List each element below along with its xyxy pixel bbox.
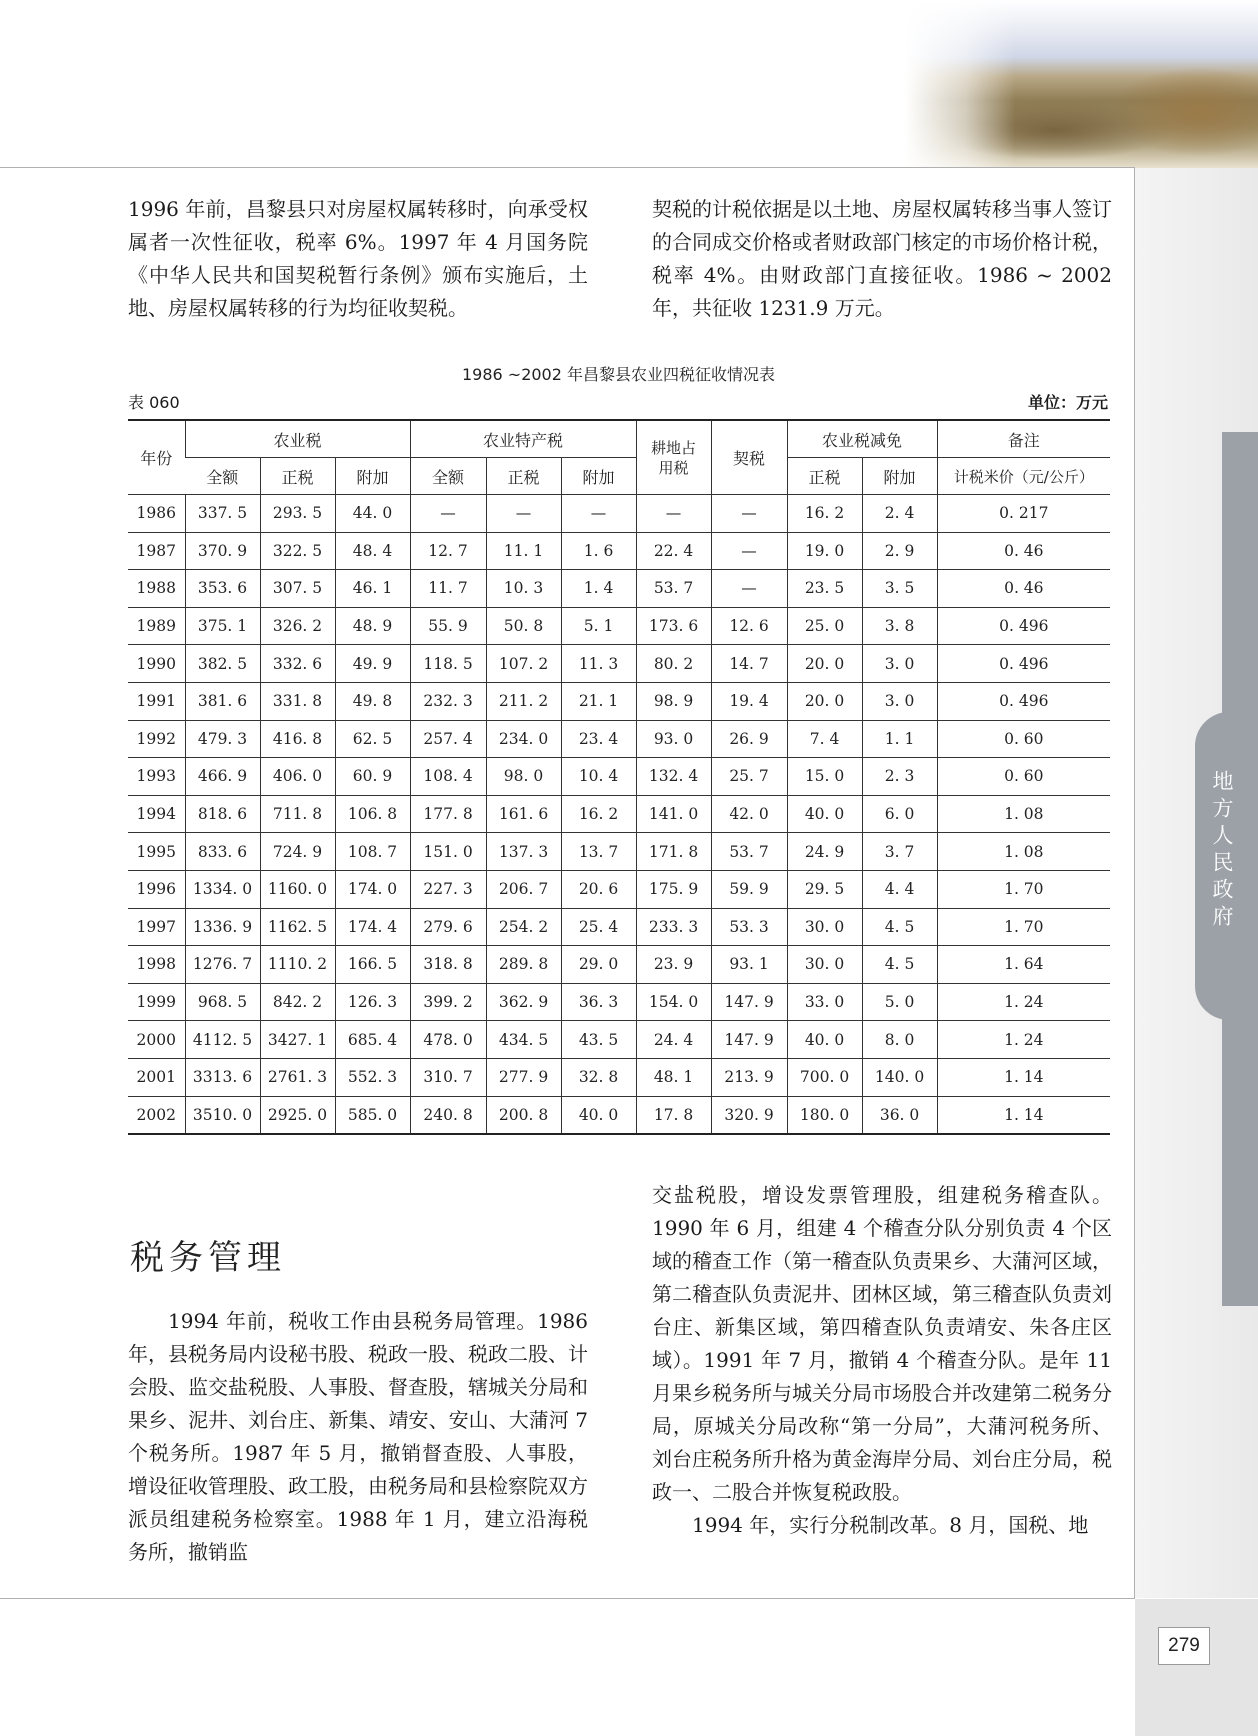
section-left-column	[128, 1305, 588, 1569]
value-cell: 12. 6	[711, 607, 787, 645]
value-cell: 17. 8	[636, 1096, 711, 1134]
value-cell: 1. 4	[561, 570, 636, 608]
header-landscape-photo	[905, 0, 1258, 168]
value-cell: 98. 9	[636, 682, 711, 720]
value-cell: —	[486, 495, 561, 533]
value-cell: 1110. 2	[260, 946, 335, 984]
value-cell: 13. 7	[561, 833, 636, 871]
value-cell: 5. 1	[561, 607, 636, 645]
value-cell: 1. 14	[937, 1096, 1110, 1134]
value-cell: 0. 60	[937, 720, 1110, 758]
value-cell: 4. 5	[862, 908, 937, 946]
year-cell: 1988	[128, 570, 185, 608]
value-cell: 3427. 1	[260, 1021, 335, 1059]
value-cell: 132. 4	[636, 758, 711, 796]
value-cell: 36. 0	[862, 1096, 937, 1134]
value-cell: 20. 0	[787, 645, 862, 683]
value-cell: 6. 0	[862, 795, 937, 833]
value-cell: 50. 8	[486, 607, 561, 645]
value-cell: 24. 9	[787, 833, 862, 871]
value-cell: 279. 6	[410, 908, 486, 946]
header-land-tax	[636, 420, 711, 495]
header-special-total: 全额	[410, 458, 486, 495]
value-cell: 1. 08	[937, 795, 1110, 833]
value-cell: 1. 08	[937, 833, 1110, 871]
value-cell: 20. 6	[561, 870, 636, 908]
value-cell: 141. 0	[636, 795, 711, 833]
value-cell: 724. 9	[260, 833, 335, 871]
section-left-paragraph: 1994 年前，税收工作由县税务局管理。1986 年，县税务局内设秘书股、税政一股、税政二股、计会股、监交盐税股、人事股、督查股，辖城关分局和果乡、泥井、刘台庄、新集、靖安、安山、大蒲河 7 个税务所。1987 年 5 月，撤销督查股、人事股，增设征收管理股、政工股，由税务局和县检察院双方派员组建税务检察室。1988 年 1 月，建立沿海税务所，撤销监	[128, 1309, 588, 1564]
year-cell: 1989	[128, 607, 185, 645]
value-cell: 3. 0	[862, 682, 937, 720]
header-relief-surcharge: 附加	[862, 458, 937, 495]
value-cell: 2761. 3	[260, 1058, 335, 1096]
margin-divider	[1134, 168, 1135, 1599]
value-cell: 55. 9	[410, 607, 486, 645]
value-cell: 175. 9	[636, 870, 711, 908]
value-cell: 234. 0	[486, 720, 561, 758]
value-cell: 381. 6	[185, 682, 260, 720]
value-cell: 16. 2	[787, 495, 862, 533]
value-cell: 107. 2	[486, 645, 561, 683]
value-cell: 53. 3	[711, 908, 787, 946]
intro-left-column	[128, 193, 588, 325]
value-cell: 25. 4	[561, 908, 636, 946]
value-cell: 206. 7	[486, 870, 561, 908]
value-cell: 22. 4	[636, 532, 711, 570]
header-year: 年份	[128, 420, 185, 495]
value-cell: 2925. 0	[260, 1096, 335, 1134]
value-cell: 293. 5	[260, 495, 335, 533]
value-cell: 147. 9	[711, 983, 787, 1021]
value-cell: 15. 0	[787, 758, 862, 796]
value-cell: 29. 0	[561, 946, 636, 984]
value-cell: —	[711, 532, 787, 570]
table-row	[128, 1096, 1110, 1134]
value-cell: 161. 6	[486, 795, 561, 833]
table-id: 表 060	[128, 393, 180, 412]
value-cell: 25. 0	[787, 607, 862, 645]
year-cell: 1998	[128, 946, 185, 984]
value-cell: 3. 0	[862, 645, 937, 683]
table-row	[128, 758, 1110, 796]
value-cell: 62. 5	[335, 720, 410, 758]
year-cell: 2001	[128, 1058, 185, 1096]
intro-right-paragraph: 契税的计税依据是以土地、房屋权属转移当事人签订的合同成交价格或者财政部门核定的市场价格计税，税率 4%。由财政部门直接征收。1986 ~ 2002 年，共征收 1231.9 万元。	[652, 197, 1112, 320]
value-cell: 818. 6	[185, 795, 260, 833]
value-cell: 434. 5	[486, 1021, 561, 1059]
tax-table	[128, 419, 1110, 1135]
value-cell: 23. 4	[561, 720, 636, 758]
year-cell: 1997	[128, 908, 185, 946]
value-cell: —	[711, 570, 787, 608]
year-cell: 1987	[128, 532, 185, 570]
value-cell: 233. 3	[636, 908, 711, 946]
footer-rule	[0, 1598, 1135, 1599]
value-cell: 1. 64	[937, 946, 1110, 984]
year-cell: 1993	[128, 758, 185, 796]
value-cell: 40. 0	[787, 1021, 862, 1059]
value-cell: 332. 6	[260, 645, 335, 683]
value-cell: 137. 3	[486, 833, 561, 871]
value-cell: 29. 5	[787, 870, 862, 908]
table-unit: 单位：万元	[1027, 393, 1108, 412]
value-cell: 382. 5	[185, 645, 260, 683]
value-cell: 177. 8	[410, 795, 486, 833]
value-cell: 1. 6	[561, 532, 636, 570]
section-right-paragraph-2: 1994 年，实行分税制改革。8 月，国税、地	[692, 1513, 1089, 1537]
value-cell: 20. 0	[787, 682, 862, 720]
page-number: 279	[1158, 1627, 1210, 1665]
value-cell: 2. 9	[862, 532, 937, 570]
intro-right-column	[652, 193, 1112, 325]
value-cell: 23. 9	[636, 946, 711, 984]
value-cell: 19. 4	[711, 682, 787, 720]
value-cell: 10. 4	[561, 758, 636, 796]
value-cell: 213. 9	[711, 1058, 787, 1096]
value-cell: 48. 4	[335, 532, 410, 570]
value-cell: 968. 5	[185, 983, 260, 1021]
value-cell: 2. 3	[862, 758, 937, 796]
value-cell: 331. 8	[260, 682, 335, 720]
year-cell: 2002	[128, 1096, 185, 1134]
value-cell: 1162. 5	[260, 908, 335, 946]
value-cell: 33. 0	[787, 983, 862, 1021]
value-cell: 353. 6	[185, 570, 260, 608]
value-cell: 21. 1	[561, 682, 636, 720]
value-cell: 108. 7	[335, 833, 410, 871]
table-row	[128, 908, 1110, 946]
table-row	[128, 532, 1110, 570]
value-cell: 93. 1	[711, 946, 787, 984]
header-agri-total: 全额	[185, 458, 260, 495]
table-row	[128, 833, 1110, 871]
value-cell: 32. 8	[561, 1058, 636, 1096]
value-cell: 318. 8	[410, 946, 486, 984]
value-cell: 240. 8	[410, 1096, 486, 1134]
table-row	[128, 946, 1110, 984]
value-cell: 307. 5	[260, 570, 335, 608]
value-cell: 5. 0	[862, 983, 937, 1021]
value-cell: —	[561, 495, 636, 533]
value-cell: 362. 9	[486, 983, 561, 1021]
value-cell: 43. 5	[561, 1021, 636, 1059]
value-cell: 552. 3	[335, 1058, 410, 1096]
table-row	[128, 720, 1110, 758]
value-cell: 126. 3	[335, 983, 410, 1021]
value-cell: 49. 8	[335, 682, 410, 720]
value-cell: 16. 2	[561, 795, 636, 833]
value-cell: 254. 2	[486, 908, 561, 946]
value-cell: 0. 60	[937, 758, 1110, 796]
header-special-surcharge: 附加	[561, 458, 636, 495]
value-cell: 375. 1	[185, 607, 260, 645]
table-row	[128, 645, 1110, 683]
value-cell: 171. 8	[636, 833, 711, 871]
value-cell: 0. 496	[937, 645, 1110, 683]
value-cell: 7. 4	[787, 720, 862, 758]
value-cell: —	[410, 495, 486, 533]
header-relief: 农业税减免	[787, 420, 937, 458]
value-cell: 46. 1	[335, 570, 410, 608]
value-cell: 3510. 0	[185, 1096, 260, 1134]
year-cell: 1986	[128, 495, 185, 533]
value-cell: 166. 5	[335, 946, 410, 984]
value-cell: 1334. 0	[185, 870, 260, 908]
value-cell: 277. 9	[486, 1058, 561, 1096]
value-cell: 118. 5	[410, 645, 486, 683]
value-cell: 106. 8	[335, 795, 410, 833]
value-cell: 93. 0	[636, 720, 711, 758]
value-cell: 0. 496	[937, 607, 1110, 645]
header-land-tax-label: 耕地占用税	[651, 438, 697, 477]
value-cell: 478. 0	[410, 1021, 486, 1059]
value-cell: 2. 4	[862, 495, 937, 533]
value-cell: 585. 0	[335, 1096, 410, 1134]
value-cell: 147. 9	[711, 1021, 787, 1059]
value-cell: 180. 0	[787, 1096, 862, 1134]
value-cell: 416. 8	[260, 720, 335, 758]
value-cell: 466. 9	[185, 758, 260, 796]
value-cell: 154. 0	[636, 983, 711, 1021]
value-cell: 26. 9	[711, 720, 787, 758]
section-heading: 税务管理	[130, 1238, 286, 1278]
value-cell: —	[636, 495, 711, 533]
table-row	[128, 870, 1110, 908]
value-cell: 232. 3	[410, 682, 486, 720]
table-row	[128, 795, 1110, 833]
value-cell: 174. 0	[335, 870, 410, 908]
value-cell: 80. 2	[636, 645, 711, 683]
header-relief-main: 正税	[787, 458, 862, 495]
year-cell: 1991	[128, 682, 185, 720]
section-right-paragraph-1: 交盐税股，增设发票管理股，组建税务稽查队。1990 年 6 月，组建 4 个稽查分队分别负责 4 个区域的稽查工作（第一稽查队负责果乡、大蒲河区域，第二稽查队负责泥井、团林区域，第三稽查队负责刘台庄、新集区域，第四稽查队负责靖安、朱各庄区域）。1991 年 7 月，撤销 4 个稽查分队。是年 11 月果乡税务所与城关分局市场股合并改建第二税务分局，原城关分局改称“第一分局”，大蒲河税务所、刘台庄税务所升格为黄金海岸分局、刘台庄分局，税政一、二股合并恢复税政股。	[652, 1183, 1112, 1504]
value-cell: 30. 0	[787, 908, 862, 946]
value-cell: 1. 14	[937, 1058, 1110, 1096]
value-cell: 11. 1	[486, 532, 561, 570]
value-cell: 11. 3	[561, 645, 636, 683]
table-title: 1986 ~2002 年昌黎县农业四税征收情况表	[461, 365, 776, 384]
footer-panel	[1135, 1599, 1258, 1736]
value-cell: 0. 46	[937, 570, 1110, 608]
value-cell: 36. 3	[561, 983, 636, 1021]
value-cell: 3. 7	[862, 833, 937, 871]
value-cell: 48. 9	[335, 607, 410, 645]
value-cell: 151. 0	[410, 833, 486, 871]
value-cell: 4. 4	[862, 870, 937, 908]
value-cell: 3. 8	[862, 607, 937, 645]
header-special-main: 正税	[486, 458, 561, 495]
value-cell: 479. 3	[185, 720, 260, 758]
year-cell: 2000	[128, 1021, 185, 1059]
value-cell: 53. 7	[636, 570, 711, 608]
value-cell: 257. 4	[410, 720, 486, 758]
header-rule	[0, 167, 1135, 168]
value-cell: 711. 8	[260, 795, 335, 833]
value-cell: 10. 3	[486, 570, 561, 608]
value-cell: 24. 4	[636, 1021, 711, 1059]
value-cell: 8. 0	[862, 1021, 937, 1059]
value-cell: 12. 7	[410, 532, 486, 570]
value-cell: 370. 9	[185, 532, 260, 570]
header-special-tax: 农业特产税	[410, 420, 636, 458]
value-cell: 200. 8	[486, 1096, 561, 1134]
value-cell: 833. 6	[185, 833, 260, 871]
value-cell: 60. 9	[335, 758, 410, 796]
value-cell: 14. 7	[711, 645, 787, 683]
value-cell: 4. 5	[862, 946, 937, 984]
value-cell: 98. 0	[486, 758, 561, 796]
table-row	[128, 570, 1110, 608]
value-cell: 140. 0	[862, 1058, 937, 1096]
year-cell: 1992	[128, 720, 185, 758]
value-cell: 310. 7	[410, 1058, 486, 1096]
header-rice-price: 计税米价（元/公斤）	[937, 458, 1110, 495]
table-row	[128, 1058, 1110, 1096]
value-cell: 211. 2	[486, 682, 561, 720]
table-header	[128, 420, 1110, 495]
value-cell: 40. 0	[787, 795, 862, 833]
value-cell: 174. 4	[335, 908, 410, 946]
value-cell: 0. 217	[937, 495, 1110, 533]
value-cell: 227. 3	[410, 870, 486, 908]
year-cell: 1994	[128, 795, 185, 833]
header-note: 备注	[937, 420, 1110, 458]
header-agri-tax: 农业税	[185, 420, 410, 458]
value-cell: 1160. 0	[260, 870, 335, 908]
value-cell: 842. 2	[260, 983, 335, 1021]
value-cell: 53. 7	[711, 833, 787, 871]
value-cell: 326. 2	[260, 607, 335, 645]
value-cell: 42. 0	[711, 795, 787, 833]
value-cell: 11. 7	[410, 570, 486, 608]
chapter-title: 地方人民政府	[1210, 770, 1234, 932]
value-cell: 44. 0	[335, 495, 410, 533]
value-cell: 700. 0	[787, 1058, 862, 1096]
value-cell: 25. 7	[711, 758, 787, 796]
value-cell: 23. 5	[787, 570, 862, 608]
value-cell: 685. 4	[335, 1021, 410, 1059]
header-agri-main: 正税	[260, 458, 335, 495]
value-cell: 173. 6	[636, 607, 711, 645]
value-cell: 1. 70	[937, 908, 1110, 946]
year-cell: 1999	[128, 983, 185, 1021]
value-cell: 1. 24	[937, 1021, 1110, 1059]
value-cell: 49. 9	[335, 645, 410, 683]
value-cell: 1. 24	[937, 983, 1110, 1021]
intro-left-paragraph: 1996 年前，昌黎县只对房屋权属转移时，向承受权属者一次性征收，税率 6%。1997 年 4 月国务院《中华人民共和国契税暂行条例》颁布实施后，土地、房屋权属转移的行为均征收契税。	[128, 197, 588, 320]
value-cell: 59. 9	[711, 870, 787, 908]
value-cell: 289. 8	[486, 946, 561, 984]
value-cell: 19. 0	[787, 532, 862, 570]
table-row	[128, 983, 1110, 1021]
year-cell: 1996	[128, 870, 185, 908]
value-cell: 4112. 5	[185, 1021, 260, 1059]
value-cell: 108. 4	[410, 758, 486, 796]
table-row	[128, 495, 1110, 533]
value-cell: 48. 1	[636, 1058, 711, 1096]
section-right-column	[652, 1179, 1112, 1542]
table-body	[128, 495, 1110, 1135]
value-cell: 322. 5	[260, 532, 335, 570]
value-cell: 406. 0	[260, 758, 335, 796]
table-row	[128, 682, 1110, 720]
value-cell: 1. 1	[862, 720, 937, 758]
value-cell: 1. 70	[937, 870, 1110, 908]
value-cell: 320. 9	[711, 1096, 787, 1134]
value-cell: 3313. 6	[185, 1058, 260, 1096]
table-row	[128, 1021, 1110, 1059]
value-cell: 3. 5	[862, 570, 937, 608]
value-cell: 399. 2	[410, 983, 486, 1021]
value-cell: 1336. 9	[185, 908, 260, 946]
value-cell: 337. 5	[185, 495, 260, 533]
header-agri-surcharge: 附加	[335, 458, 410, 495]
value-cell: —	[711, 495, 787, 533]
value-cell: 30. 0	[787, 946, 862, 984]
table-row	[128, 607, 1110, 645]
year-cell: 1995	[128, 833, 185, 871]
value-cell: 40. 0	[561, 1096, 636, 1134]
value-cell: 0. 496	[937, 682, 1110, 720]
header-deed-tax: 契税	[711, 420, 787, 495]
value-cell: 1276. 7	[185, 946, 260, 984]
year-cell: 1990	[128, 645, 185, 683]
value-cell: 0. 46	[937, 532, 1110, 570]
